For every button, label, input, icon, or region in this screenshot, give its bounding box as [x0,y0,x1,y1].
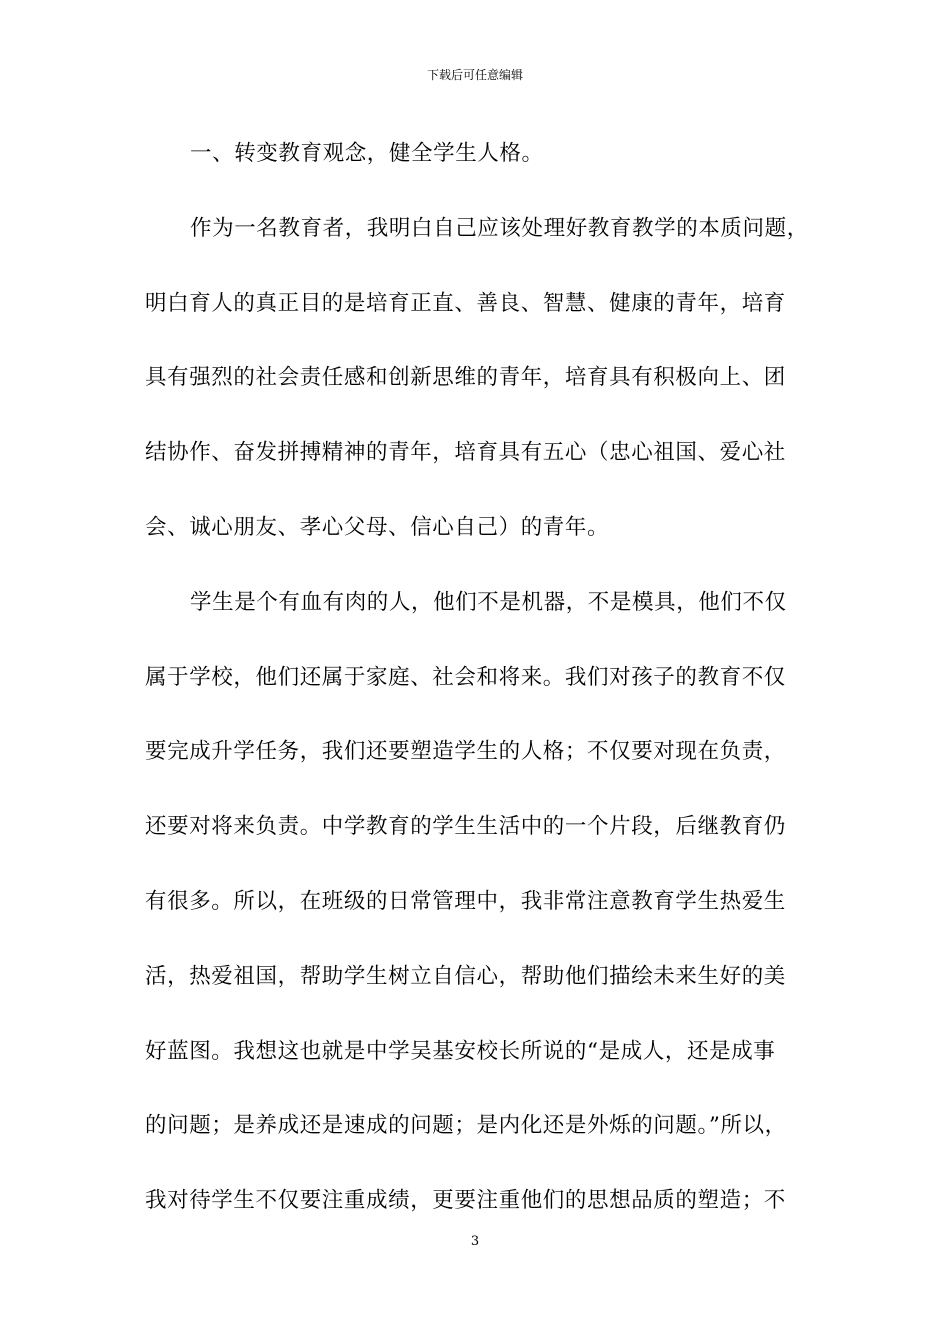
paragraph-line: 属于学校，他们还属于家庭、社会和将来。我们对孩子的教育不仅 [145,664,786,690]
header-note: 下载后可任意编辑 [426,68,523,82]
paragraph-line: 我对待学生不仅要注重成绩，更要注重他们的思想品质的塑造；不 [145,1188,786,1214]
paragraph-line: 还要对将来负责。中学教育的学生生活中的一个片段，后继教育仍 [145,814,786,840]
paragraph-line: 明白育人的真正目的是培育正直、善良、智慧、健康的青年，培育 [145,290,786,316]
paragraph-line: 具有强烈的社会责任感和创新思维的青年，培育具有积极向上、团 [145,365,786,391]
paragraph-line: 活，热爱祖国，帮助学生树立自信心，帮助他们描绘未来生好的美 [145,963,786,989]
paragraph-line: 要完成升学任务，我们还要塑造学生的人格；不仅要对现在负责， [145,739,786,765]
paragraph-line: 作为一名教育者，我明白自己应该处理好教育教学的本质问题， [190,215,809,241]
page-number: 3 [470,1234,480,1249]
paragraph-line: 学生是个有血有肉的人，他们不是机器，不是模具，他们不仅 [190,589,787,615]
body-text [145,133,825,1255]
paragraph-line: 的问题；是养成还是速成的问题；是内化还是外烁的问题。”所以， [145,1113,787,1139]
paragraph-line: 好蓝图。我想这也就是中学吴基安校长所说的“是成人，还是成事 [145,1038,776,1064]
paragraph-line: 会、诚心朋友、孝心父母、信心自己）的青年。 [145,514,610,540]
section-heading: 一、转变教育观念，健全学生人格。 [190,141,544,166]
paragraph-line: 结协作、奋发拼搏精神的青年，培育具有五心（忠心祖国、爱心社 [145,440,786,466]
paragraph-line: 有很多。所以，在班级的日常管理中，我非常注意教育学生热爱生 [145,888,786,914]
